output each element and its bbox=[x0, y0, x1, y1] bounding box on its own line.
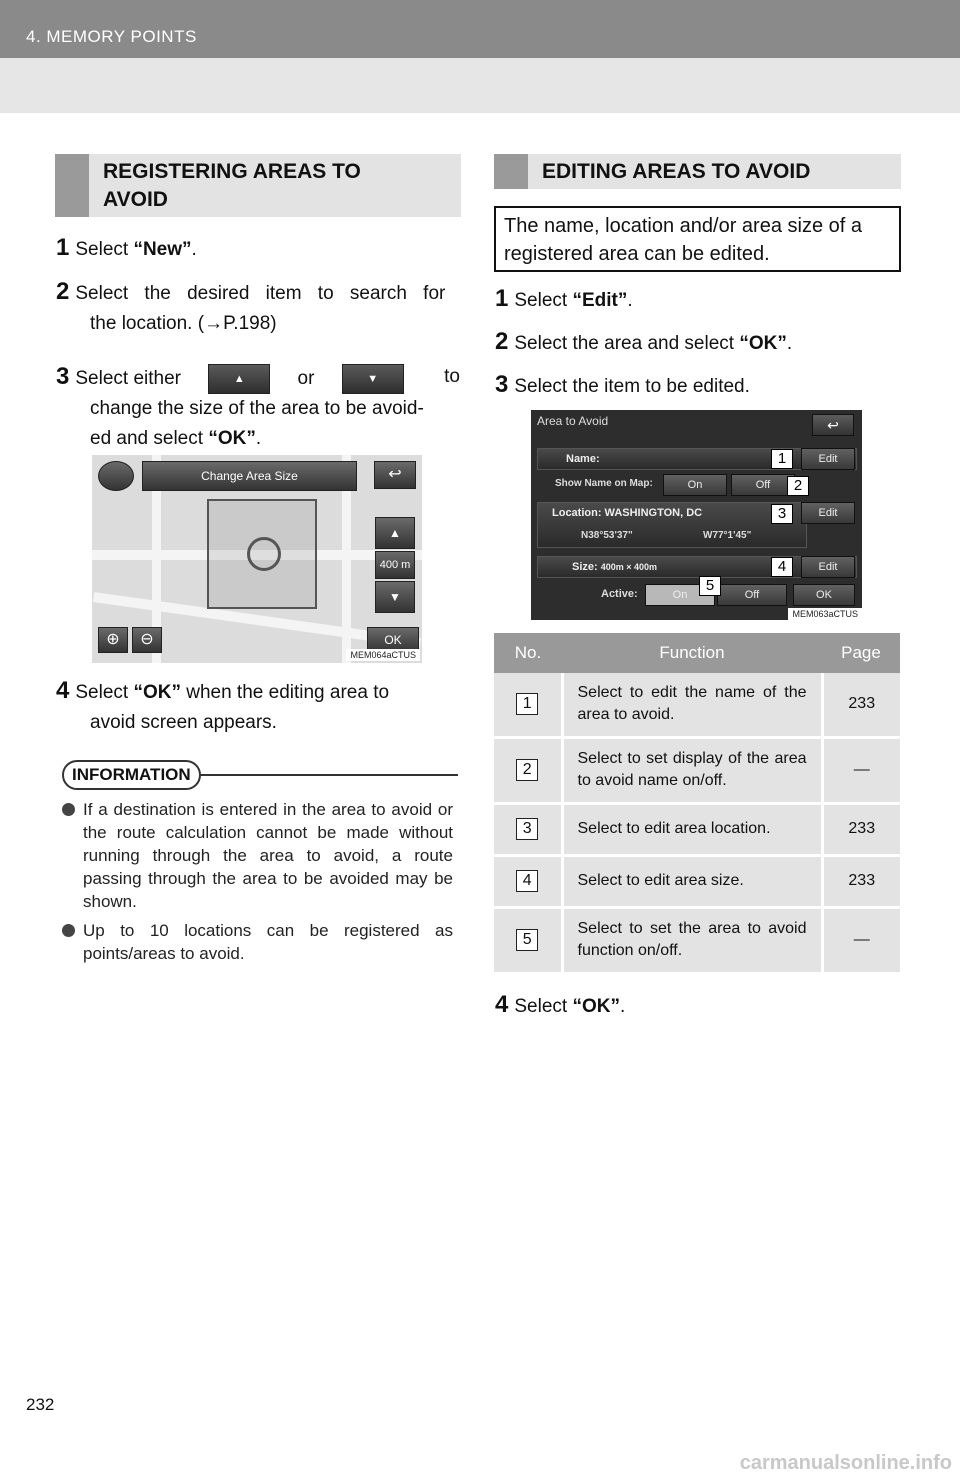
area-size-up-button: ▲ bbox=[375, 517, 415, 549]
active-label: Active: bbox=[601, 588, 638, 600]
section-header-registering bbox=[55, 154, 461, 217]
table-row bbox=[494, 803, 900, 855]
callout-2: 2 bbox=[787, 476, 809, 496]
step-keyword: “New” bbox=[133, 239, 192, 260]
edit-name-button: Edit bbox=[801, 448, 855, 470]
information-text: If a destination is entered in the area to avoid or the route calculation cannot be made without running through the area to avoid, a route passing through the area to be avoided may be shown. bbox=[83, 800, 453, 911]
step-1-left bbox=[56, 233, 197, 265]
section-title-line1: REGISTERING AREAS TO bbox=[103, 160, 361, 183]
step-number: 3 bbox=[495, 371, 509, 398]
location-row bbox=[537, 502, 807, 548]
area-size-label: 400 m bbox=[375, 551, 415, 579]
area-size-down-button: ▼ bbox=[375, 581, 415, 613]
active-off-button: Off bbox=[717, 584, 787, 606]
step-text: Select either bbox=[75, 368, 181, 389]
image-tag: MEM064aCTUS bbox=[346, 649, 420, 661]
step-number: 2 bbox=[495, 328, 509, 355]
show-name-on-button: On bbox=[663, 474, 727, 496]
step-number: 3 bbox=[56, 363, 70, 390]
row-page: 233 bbox=[822, 673, 900, 737]
show-name-off-button: Off bbox=[731, 474, 795, 496]
header-page: Page bbox=[822, 633, 900, 673]
row-function: Select to edit area size. bbox=[562, 855, 822, 907]
section-title: EDITING AREAS TO AVOID bbox=[542, 160, 811, 183]
back-icon: ↩ bbox=[374, 461, 416, 489]
compass-icon bbox=[98, 461, 134, 491]
header-sub-bar bbox=[0, 58, 960, 113]
section-marker bbox=[494, 154, 528, 189]
screenshot-change-area-size bbox=[92, 455, 422, 663]
change-area-size-title: Change Area Size bbox=[142, 461, 357, 491]
header-function: Function bbox=[562, 633, 822, 673]
step-keyword: “OK” bbox=[133, 682, 181, 703]
ok-button-image: OK bbox=[367, 627, 419, 653]
screenshot-area-to-avoid bbox=[531, 410, 862, 620]
row-function: Select to edit area location. bbox=[562, 803, 822, 855]
step-text: Select the area and select bbox=[514, 333, 740, 354]
step-text-line2: avoid screen appears. bbox=[90, 712, 277, 733]
page-number: 232 bbox=[26, 1395, 55, 1414]
step-keyword: “Edit” bbox=[572, 290, 628, 311]
row-number: 5 bbox=[516, 929, 538, 951]
step-text-line2: change the size of the area to be avoid- bbox=[90, 398, 424, 419]
step-number: 4 bbox=[56, 677, 70, 704]
crosshair-icon bbox=[247, 537, 281, 571]
step-text-line1: Select the desired item to search for bbox=[75, 283, 446, 304]
information-item bbox=[62, 798, 453, 913]
row-number-cell bbox=[494, 673, 562, 737]
step-number: 1 bbox=[56, 234, 70, 261]
size-value: 400m × 400m bbox=[600, 562, 658, 572]
step-4-left bbox=[56, 676, 460, 738]
bullet-icon bbox=[62, 924, 75, 937]
row-number: 3 bbox=[516, 818, 538, 840]
row-function: Select to edit the name of the area to avoid. bbox=[562, 673, 822, 737]
step-text-end: . bbox=[191, 239, 197, 260]
watermark: carmanualsonline.info bbox=[739, 1452, 952, 1474]
callout-4: 4 bbox=[771, 557, 793, 577]
step-text: Select bbox=[514, 290, 573, 311]
step-text: Select bbox=[75, 239, 134, 260]
step-text: Select bbox=[75, 682, 134, 703]
information-item bbox=[62, 919, 453, 965]
edit-size-button: Edit bbox=[801, 556, 855, 578]
callout-5: 5 bbox=[699, 576, 721, 596]
step-text-or: or bbox=[297, 368, 315, 389]
show-name-label: Show Name on Map: bbox=[555, 478, 653, 489]
row-number-cell bbox=[494, 855, 562, 907]
row-number: 4 bbox=[516, 870, 538, 892]
size-label: Size: bbox=[572, 561, 598, 573]
step-text: when the editing area to bbox=[180, 682, 390, 703]
zoom-out-icon: ⊖ bbox=[132, 627, 162, 653]
zoom-in-icon: ⊕ bbox=[98, 627, 128, 653]
row-number: 2 bbox=[516, 759, 538, 781]
step-text-end: . bbox=[786, 333, 793, 354]
step-number: 1 bbox=[495, 285, 509, 312]
step-text-line2: the location. (→P.198) bbox=[90, 313, 277, 334]
row-number: 1 bbox=[516, 693, 538, 715]
active-on-button: On bbox=[645, 584, 715, 606]
step-text-end: . bbox=[627, 290, 633, 311]
section-marker bbox=[55, 154, 89, 217]
scroll-up-button-image: ▲ bbox=[208, 364, 270, 394]
step-keyword: “OK” bbox=[572, 996, 620, 1017]
callout-3: 3 bbox=[771, 504, 793, 524]
row-number-cell bbox=[494, 803, 562, 855]
information-divider bbox=[200, 774, 458, 776]
row-number-cell bbox=[494, 737, 562, 803]
row-function: Select to set the area to avoid function on/off. bbox=[562, 907, 822, 973]
row-page: — bbox=[822, 907, 900, 973]
header-no: No. bbox=[494, 633, 562, 673]
longitude-value: W77°1'45" bbox=[703, 530, 752, 541]
row-page: 233 bbox=[822, 803, 900, 855]
latitude-value: N38°53'37" bbox=[581, 530, 633, 541]
step-keyword: “OK” bbox=[208, 428, 256, 449]
step-text-end: . bbox=[255, 428, 262, 449]
step-text: Select bbox=[514, 996, 573, 1017]
step-text-to: to bbox=[444, 366, 460, 387]
step-2-left bbox=[56, 277, 460, 339]
step-4-right bbox=[495, 990, 625, 1022]
row-function: Select to set display of the area to avoid name on/off. bbox=[562, 737, 822, 803]
step-3-left bbox=[56, 362, 460, 454]
edit-location-button: Edit bbox=[801, 502, 855, 524]
image-tag: MEM063aCTUS bbox=[788, 608, 862, 620]
section-title bbox=[103, 158, 361, 214]
table-row bbox=[494, 673, 900, 737]
information-label: INFORMATION bbox=[62, 760, 201, 790]
row-page: — bbox=[822, 737, 900, 803]
bullet-icon bbox=[62, 803, 75, 816]
location-label: Location: WASHINGTON, DC bbox=[552, 507, 703, 519]
description-box: The name, location and/or area size of a registered area can be edited. bbox=[494, 206, 901, 272]
step-number: 2 bbox=[56, 278, 70, 305]
step-text-end: . bbox=[619, 996, 626, 1017]
breadcrumb: 4. MEMORY POINTS bbox=[26, 27, 197, 46]
step-keyword: “OK” bbox=[739, 333, 787, 354]
table-row bbox=[494, 907, 900, 973]
back-icon: ↩ bbox=[812, 414, 854, 436]
step-1-right bbox=[495, 284, 633, 316]
table-header-row bbox=[494, 633, 900, 673]
callout-1: 1 bbox=[771, 449, 793, 469]
header-bar bbox=[0, 0, 960, 58]
table-row bbox=[494, 737, 900, 803]
function-table bbox=[494, 633, 900, 975]
name-label: Name: bbox=[566, 453, 600, 465]
information-text: Up to 10 locations can be registered as points/areas to avoid. bbox=[83, 921, 453, 963]
screen-title: Area to Avoid bbox=[537, 414, 609, 428]
row-page: 233 bbox=[822, 855, 900, 907]
step-number: 4 bbox=[495, 991, 509, 1018]
scroll-down-button-image: ▼ bbox=[342, 364, 404, 394]
step-text: Select the item to be edited. bbox=[514, 376, 750, 397]
table-row bbox=[494, 855, 900, 907]
section-header-editing bbox=[494, 154, 901, 189]
step-2-right bbox=[495, 327, 792, 359]
row-number-cell bbox=[494, 907, 562, 973]
step-3-right bbox=[495, 370, 750, 402]
ok-button-image: OK bbox=[793, 584, 855, 606]
step-text-line3: ed and select bbox=[90, 428, 209, 449]
section-title-line2: AVOID bbox=[103, 188, 168, 211]
